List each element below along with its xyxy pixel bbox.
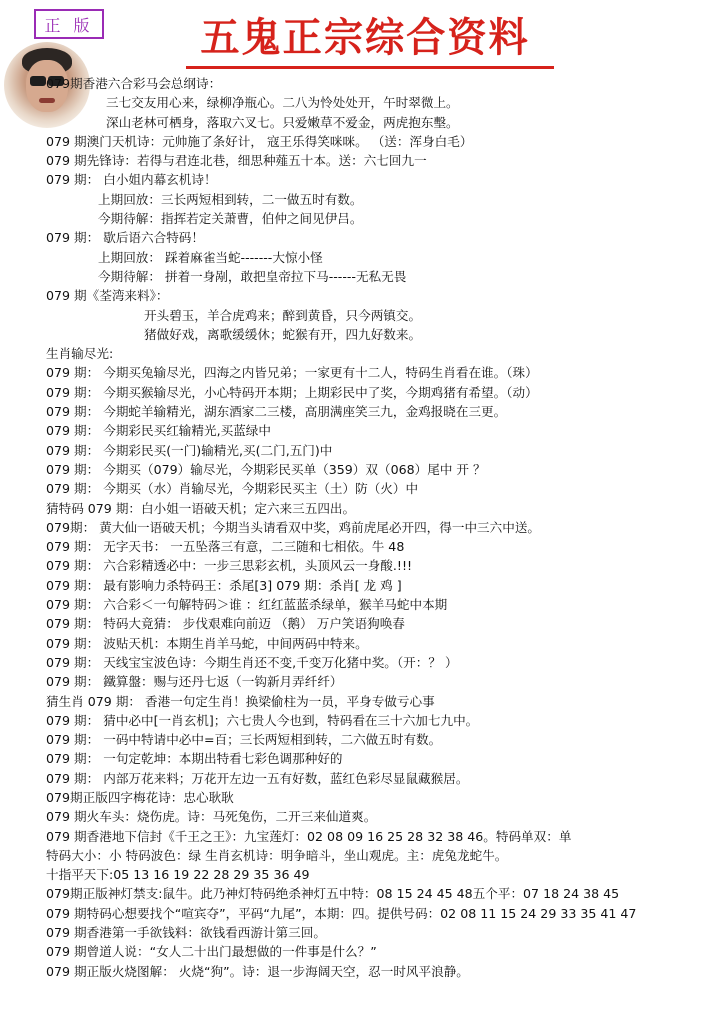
text-line: 079 期： 天线宝宝波色诗：今期生肖还不变,千变万化猪中奖。（开：？ ） xyxy=(46,654,458,670)
text-line: 079 期： 鐵算盤：赐与还丹七返（一钩新月弄纤纤） xyxy=(46,674,343,690)
text-line: 猜生肖 079 期： 香港一句定生肖！换梁偷柱为一员，平身专做亏心事 xyxy=(46,693,435,709)
text-line: 079 期： 猜中必中[一肖玄机]；六七贵人今也到，特码看在三十六加七九中。 xyxy=(46,712,479,728)
genuine-badge: 正 版 xyxy=(34,9,104,39)
text-line: 079 期： 今期买兔输尽光，四海之内皆兄弟；一家更有十二人，特码生肖看在谁。（珠） xyxy=(46,365,538,381)
text-line: 079 期： 今期买（水）肖输尽光，今期彩民买主（土）防（火）中 xyxy=(46,481,419,497)
text-line: 079 期： 今期蛇羊输精光，湖东酒家二三楼，高朋满座笑三九，金鸡报晓在三更。 xyxy=(46,404,507,420)
text-line: 三七交友用心来，绿柳净瓶心。二八为怜处处开，午时翠微上。 xyxy=(106,95,459,111)
text-line: 079期： 黄大仙一语破天机；今期当头请看双中奖，鸡前虎尾必开四，得一中三六中送。 xyxy=(46,519,541,535)
text-line: 上期回放： 踩着麻雀当蛇-------大惊小怪 xyxy=(98,249,323,265)
text-line: 今期待解： 拼着一身剐，敢把皇帝拉下马------无私无畏 xyxy=(98,268,407,284)
text-line: 079期香港六合彩马会总纲诗： xyxy=(46,76,222,91)
title-underline xyxy=(186,66,554,69)
text-line: 079 期澳门天机诗：元帅施了条好计， 寇王乐得笑咪咪。 （送：浑身白毛） xyxy=(46,133,473,149)
text-line: 079 期先锋诗：若得与君连北巷，细思种薤五十本。送：六七回九一 xyxy=(46,153,427,169)
text-line: 开头碧玉，羊合虎鸡来；醉到黄昏，只今两镇交。 xyxy=(144,307,422,323)
text-line: 猜特码 079 期：白小姐一语破天机；定六来三五四出。 xyxy=(46,500,356,516)
page-title: 五鬼正宗综合资料 xyxy=(200,14,530,61)
text-line: 079 期： 内部万花来料；万花开左边一五有好数，蓝红色彩尽显鼠藏猴居。 xyxy=(46,770,469,786)
text-line: 079 期： 六合彩＜一句解特码＞谁 ：红红蓝蓝杀绿单，猴羊马蛇中本期 xyxy=(46,597,448,613)
text-line: 深山老林可栖身，落取六叉七。只爱嫩草不爱金，两虎抱东墼。 xyxy=(106,114,459,130)
text-line: 079 期： 特码大竟猜： 步伐艰难向前迈 （鹅） 万户笑语狗唤春 xyxy=(46,616,405,632)
text-line: 079 期： 白小姐内幕玄机诗！ xyxy=(46,172,217,188)
text-line: 079 期： 六合彩精透必中：一步三思彩玄机，头顶风云一身酸.!!! xyxy=(46,558,413,574)
text-line: 079 期香港地下信封《千王之王》：九宝莲灯：02 08 09 16 25 28 32 38 46。特码单双：单 xyxy=(46,828,572,844)
text-line: 079 期特码心想要找个“喧宾夺”，平码“九尾”，本期：四。提供号码：02 08 11 15 24 29 33 35 41 47 xyxy=(46,905,637,921)
text-line: 079 期香港第一手欲钱料：欲钱看西游计第三回。 xyxy=(46,925,326,941)
text-line: 猪做好戏，离歌缓缓休；蛇猴有开，四九好数来。 xyxy=(144,326,422,342)
text-line: 079 期火车头：烧伤虎。诗：马死兔伤，二开三来仙道爽。 xyxy=(46,809,377,825)
text-line: 079 期《荃湾来料》： xyxy=(46,288,169,304)
text-line: 十指平天下:05 13 16 19 22 28 29 35 36 49 xyxy=(46,867,310,883)
text-line: 079 期： 无字天书： 一五坠落三有意，二三随和七相依。牛 48 xyxy=(46,539,405,555)
text-line: 079 期： 今期彩民买(一门)输精光,买(二门,五门)中 xyxy=(46,442,333,458)
text-line: 特码大小：小 特码波色：绿 生肖玄机诗：明争暗斗，坐山观虎。主：虎兔龙蛇牛。 xyxy=(46,847,508,863)
text-line: 079期正版神灯禁支:鼠牛。此乃神灯特码绝杀神灯五中特：08 15 24 45 48五个平：07 18 24 38 45 xyxy=(46,886,620,902)
text-line: 079 期： 波贴天机：本期生肖羊马蛇，中间两码中特来。 xyxy=(46,635,368,651)
text-line: 079期正版四字梅花诗：忠心耿耿 xyxy=(46,789,234,805)
text-line: 079 期： 歇后语六合特码！ xyxy=(46,230,204,246)
text-line: 生肖输尽光: xyxy=(46,346,114,362)
sunglasses-left xyxy=(30,76,46,86)
text-line: 079 期： 今期买（079）输尽光，今期彩民买单（359）双（068）尾中 开 ？ xyxy=(46,461,486,477)
text-line: 079 期： 今期彩民买红输精光,买蓝绿中 xyxy=(46,423,271,439)
text-line: 079 期曾道人说：“女人二十出门最想做的一件事是什么？” xyxy=(46,944,377,960)
text-line: 079 期： 今期买猴输尽光，小心特码开本期；上期彩民中了奖，今期鸡猪有希望。（动） xyxy=(46,384,538,400)
text-line: 079 期正版火烧图解： 火烧“狗”。诗：退一步海阔天空，忍一时风平浪静。 xyxy=(46,963,469,979)
text-line: 079 期： 一句定乾坤：本期出特看七彩色调那种好的 xyxy=(46,751,343,767)
content-lines xyxy=(46,74,725,981)
text-line: 079 期： 一码中特请中必中=百；三长两短相到转，二六做五时有数。 xyxy=(46,732,442,748)
text-line: 上期回放：三长两短相到转，二一做五时有数。 xyxy=(98,191,363,207)
text-line: 079 期： 最有影响力杀特码王：杀尾[3] 079 期：杀肖[ 龙 鸡 ] xyxy=(46,577,402,593)
text-line: 今期待解：指挥若定关萧曹，伯仲之间见伊吕。 xyxy=(98,211,363,227)
